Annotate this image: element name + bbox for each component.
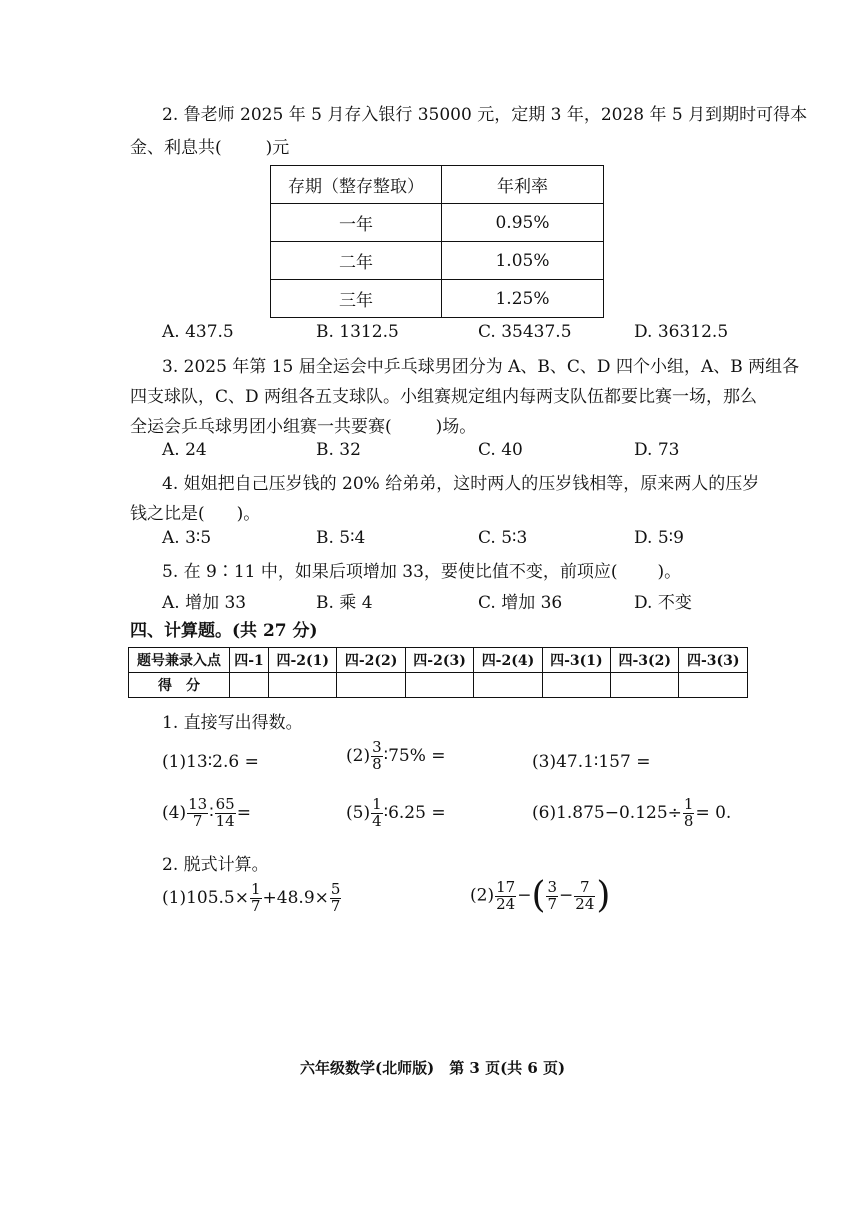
problem-6 — [532, 797, 731, 830]
denominator: 7 — [251, 896, 261, 915]
q3-line2: 四支球队，C、D 两组各五支球队。小组赛规定组内每两支队伍都要比赛一场，那么 — [130, 387, 758, 407]
denominator: 8 — [372, 754, 382, 773]
q4-line2 — [130, 497, 260, 531]
q2-option-c[interactable]: C. 35437.5 — [478, 322, 572, 342]
q5-option-a[interactable]: A. 增加 33 — [162, 593, 247, 613]
score-input-cell[interactable] — [611, 673, 679, 698]
score-header-cell: 四-3(2) — [611, 648, 679, 673]
q3-option-b[interactable]: B. 32 — [316, 440, 361, 460]
problem-5 — [346, 797, 446, 830]
table-cell: 二年 — [271, 242, 442, 280]
problem-4 — [162, 797, 251, 830]
denominator: 8 — [683, 811, 694, 830]
section4-title: 四、计算题。(共 27 分) — [130, 621, 318, 641]
denominator: 24 — [496, 894, 516, 913]
fraction — [330, 882, 342, 915]
table-header-term: 存期（整存整取） — [271, 166, 442, 204]
q4-line1: 4. 姐姐把自己压岁钱的 20% 给弟弟，这时两人的压岁钱相等，原来两人的压岁 — [162, 474, 760, 494]
table-cell: 0.95% — [442, 204, 604, 242]
q2-line1: 2. 鲁老师 2025 年 5 月存入银行 35000 元，定期 3 年，2028 年 5 月到期时可得本 — [162, 105, 808, 125]
score-header-cell: 四-2(4) — [474, 648, 542, 673]
score-row-label: 得 分 — [129, 673, 230, 698]
q3-line1: 3. 2025 年第 15 届全运会中乒乓球男团分为 A、B、C、D 四个小组，A、B 两组各 — [162, 357, 800, 377]
denominator: 7 — [192, 811, 203, 830]
calc-1-text: (1)105.5× — [162, 887, 249, 908]
q4-option-a[interactable]: A. 3∶5 — [162, 528, 212, 548]
q5-line1-end: )。 — [657, 562, 682, 582]
problem-5-rest: ∶6.25 = — [383, 802, 446, 823]
score-input-cell[interactable] — [542, 673, 610, 698]
q5-option-d[interactable]: D. 不变 — [634, 593, 692, 613]
fraction — [215, 797, 236, 830]
table-row — [129, 673, 748, 698]
q3-option-a[interactable]: A. 24 — [162, 440, 207, 460]
calc-1-mid: +48.9× — [262, 887, 329, 908]
minus-sign: − — [559, 885, 574, 906]
problem-6-text: (6)1.875−0.125÷ — [532, 802, 682, 823]
q3-line3-text: 全运会乒乓球男团小组赛一共要赛( — [130, 417, 392, 437]
score-table — [128, 647, 748, 698]
interest-rate-table — [270, 165, 604, 318]
fraction — [371, 797, 383, 830]
q2-option-d[interactable]: D. 36312.5 — [634, 322, 729, 342]
table-row — [271, 280, 604, 318]
table-row — [271, 204, 604, 242]
q5-line1 — [162, 555, 681, 589]
numerator: 13 — [188, 795, 208, 813]
fraction — [495, 877, 516, 913]
score-header-cell: 四-3(1) — [542, 648, 610, 673]
score-input-cell[interactable] — [269, 673, 337, 698]
minus-sign: − — [517, 885, 532, 906]
numerator: 1 — [683, 795, 694, 813]
q2-option-a[interactable]: A. 437.5 — [162, 322, 234, 342]
score-input-cell[interactable] — [405, 673, 473, 698]
score-input-cell[interactable] — [679, 673, 748, 698]
fraction — [371, 740, 383, 773]
problem-2 — [346, 740, 446, 773]
problem-4-label: (4) — [162, 802, 187, 823]
sub2-title: 2. 脱式计算。 — [162, 855, 269, 875]
q4-option-c[interactable]: C. 5∶3 — [478, 528, 528, 548]
problem-2-label: (2) — [346, 745, 371, 766]
q3-option-d[interactable]: D. 73 — [634, 440, 680, 460]
numerator: 3 — [372, 738, 382, 756]
calc-problem-1 — [162, 882, 342, 915]
q5-option-c[interactable]: C. 增加 36 — [478, 593, 563, 613]
problem-6-rest: = 0. — [695, 802, 732, 823]
calc-2-label: (2) — [470, 885, 495, 906]
q3-option-c[interactable]: C. 40 — [478, 440, 523, 460]
score-input-cell[interactable] — [337, 673, 405, 698]
q4-option-d[interactable]: D. 5∶9 — [634, 528, 684, 548]
numerator: 1 — [372, 795, 382, 813]
score-header-cell: 四-1 — [230, 648, 269, 673]
score-input-cell[interactable] — [474, 673, 542, 698]
table-cell: 1.05% — [442, 242, 604, 280]
denominator: 7 — [330, 896, 341, 915]
score-header-label: 题号兼录入点 — [129, 648, 230, 673]
q4-line2-text: 钱之比是( — [130, 504, 205, 524]
numerator: 17 — [496, 877, 516, 896]
page-footer: 六年级数学(北师版) 第 3 页(共 6 页) — [300, 1059, 566, 1077]
numerator: 5 — [330, 880, 341, 898]
right-paren: ) — [596, 875, 611, 916]
score-input-cell[interactable] — [230, 673, 269, 698]
table-row — [271, 166, 604, 204]
q3-line3 — [130, 410, 476, 444]
table-row — [129, 648, 748, 673]
q4-option-b[interactable]: B. 5∶4 — [316, 528, 366, 548]
numerator: 1 — [251, 880, 261, 898]
table-cell: 1.25% — [442, 280, 604, 318]
fraction — [250, 882, 262, 915]
denominator: 7 — [547, 894, 558, 913]
calc-problem-2 — [470, 875, 611, 916]
problem-3: (3)47.1∶157 = — [532, 752, 651, 772]
table-cell: 三年 — [271, 280, 442, 318]
score-header-cell: 四-3(3) — [679, 648, 748, 673]
fraction — [546, 877, 558, 913]
q4-line2-end: )。 — [236, 504, 261, 524]
table-row — [271, 242, 604, 280]
q5-option-b[interactable]: B. 乘 4 — [316, 593, 373, 613]
table-header-rate: 年利率 — [442, 166, 604, 204]
numerator: 65 — [215, 795, 235, 813]
fraction — [683, 797, 695, 830]
problem-1: (1)13∶2.6 = — [162, 752, 259, 772]
fraction — [187, 797, 208, 830]
q5-line1-text: 5. 在 9∶11 中，如果后项增加 33，要使比值不变，前项应( — [162, 562, 618, 582]
sub1-title: 1. 直接写出得数。 — [162, 713, 303, 733]
score-header-cell: 四-2(2) — [337, 648, 405, 673]
table-cell: 一年 — [271, 204, 442, 242]
equals-sign: = — [236, 802, 251, 823]
score-header-cell: 四-2(3) — [405, 648, 473, 673]
numerator: 3 — [547, 877, 558, 896]
ratio-sign: ∶ — [209, 802, 214, 823]
q2-line2 — [130, 131, 289, 165]
q3-line3-end: )场。 — [435, 417, 477, 437]
q2-line2-end: )元 — [265, 138, 290, 158]
denominator: 4 — [372, 811, 382, 830]
q2-line2-text: 金、利息共( — [130, 138, 222, 158]
denominator: 24 — [575, 894, 595, 913]
denominator: 14 — [215, 811, 235, 830]
q2-option-b[interactable]: B. 1312.5 — [316, 322, 399, 342]
fraction — [574, 877, 595, 913]
numerator: 7 — [574, 880, 595, 897]
problem-2-rest: ∶75% = — [383, 745, 446, 766]
score-header-cell: 四-2(1) — [269, 648, 337, 673]
problem-5-label: (5) — [346, 802, 371, 823]
left-paren: ( — [531, 875, 546, 916]
